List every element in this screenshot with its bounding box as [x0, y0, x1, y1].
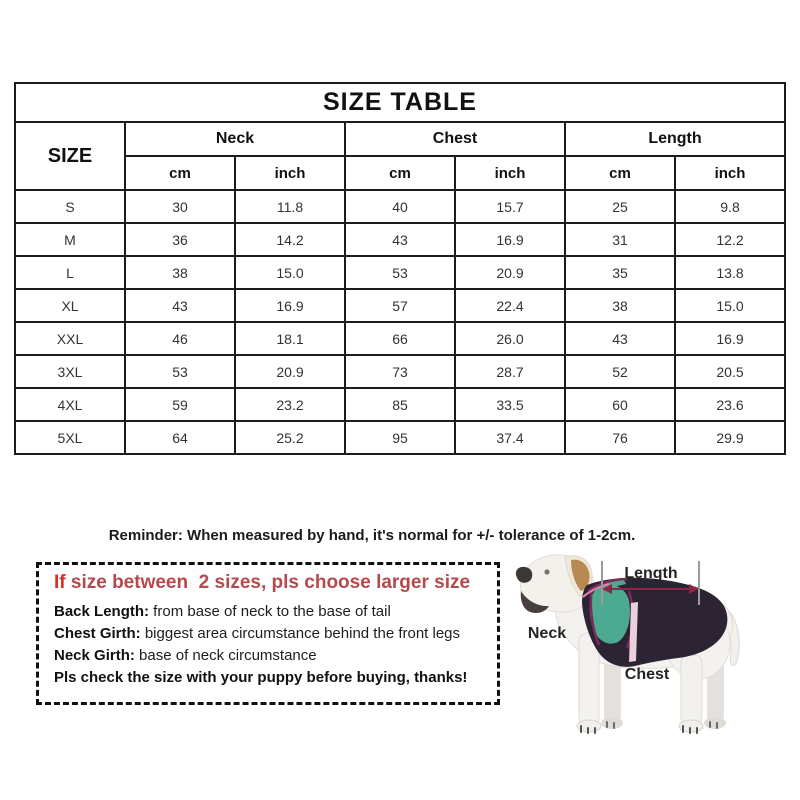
value-cell: 18.1: [235, 322, 345, 355]
value-cell: 60: [565, 388, 675, 421]
value-cell: 31: [565, 223, 675, 256]
value-cell: 46: [125, 322, 235, 355]
col-header-chest: Chest: [345, 122, 565, 156]
value-cell: 15.0: [675, 289, 785, 322]
reminder-text: Reminder: When measured by hand, it's normal for +/- tolerance of 1-2cm.: [108, 527, 636, 544]
value-cell: 35: [565, 256, 675, 289]
value-cell: 14.2: [235, 223, 345, 256]
dog-measurement-diagram: [495, 545, 800, 745]
value-cell: 36: [125, 223, 235, 256]
value-cell: 37.4: [455, 421, 565, 454]
value-cell: 20.9: [235, 355, 345, 388]
note-heading: [54, 572, 491, 594]
chest-label: Chest: [624, 666, 670, 683]
value-cell: 26.0: [455, 322, 565, 355]
unit-length-cm: cm: [565, 156, 675, 190]
table-row: [15, 256, 785, 289]
value-cell: 30: [125, 190, 235, 223]
dog-far-hind-paw: [704, 717, 726, 729]
value-cell: 16.9: [235, 289, 345, 322]
value-cell: 64: [125, 421, 235, 454]
value-cell: 66: [345, 322, 455, 355]
unit-chest-cm: cm: [345, 156, 455, 190]
value-cell: 20.9: [455, 256, 565, 289]
length-label: Length: [624, 565, 678, 582]
size-cell: S: [15, 190, 125, 223]
value-cell: 23.6: [675, 388, 785, 421]
table-row: [15, 322, 785, 355]
value-cell: 95: [345, 421, 455, 454]
table-row: [15, 289, 785, 322]
value-cell: 38: [125, 256, 235, 289]
size-cell: 4XL: [15, 388, 125, 421]
value-cell: 20.5: [675, 355, 785, 388]
value-cell: 40: [345, 190, 455, 223]
value-cell: 43: [565, 322, 675, 355]
table-row: [15, 388, 785, 421]
group-header-row: [15, 122, 785, 156]
size-cell: 5XL: [15, 421, 125, 454]
col-header-size: SIZE: [15, 122, 125, 190]
size-cell: XL: [15, 289, 125, 322]
value-cell: 43: [345, 223, 455, 256]
col-header-neck: Neck: [125, 122, 345, 156]
dog-eye: [544, 569, 549, 574]
value-cell: 9.8: [675, 190, 785, 223]
note-line-neck-girth: Neck Girth: base of neck circumstance: [54, 647, 317, 664]
dog-hind-leg: [681, 655, 702, 725]
table-row: [15, 355, 785, 388]
size-cell: L: [15, 256, 125, 289]
value-cell: 12.2: [675, 223, 785, 256]
value-cell: 16.9: [455, 223, 565, 256]
size-cell: M: [15, 223, 125, 256]
value-cell: 15.0: [235, 256, 345, 289]
value-cell: 33.5: [455, 388, 565, 421]
value-cell: 73: [345, 355, 455, 388]
size-cell: 3XL: [15, 355, 125, 388]
value-cell: 38: [565, 289, 675, 322]
unit-chest-inch: inch: [455, 156, 565, 190]
value-cell: 25: [565, 190, 675, 223]
value-cell: 11.8: [235, 190, 345, 223]
size-table-body: [15, 190, 785, 454]
note-line-back-length: Back Length: from base of neck to the base of tail: [54, 603, 391, 620]
note-line-check-size: Pls check the size with your puppy before buying, thanks!: [54, 669, 468, 686]
unit-length-inch: inch: [675, 156, 785, 190]
value-cell: 29.9: [675, 421, 785, 454]
table-row: [15, 190, 785, 223]
note-heading-rest: size between 2 sizes, pls choose larger size: [65, 572, 471, 593]
note-heading-first-word: If: [54, 572, 66, 593]
unit-neck-cm: cm: [125, 156, 235, 190]
size-table: [14, 82, 786, 455]
value-cell: 57: [345, 289, 455, 322]
note-box: [36, 562, 500, 705]
table-row: [15, 223, 785, 256]
value-cell: 22.4: [455, 289, 565, 322]
value-cell: 13.8: [675, 256, 785, 289]
unit-header-row: [15, 156, 785, 190]
dog-far-front-paw: [601, 717, 623, 729]
value-cell: 53: [345, 256, 455, 289]
size-cell: XXL: [15, 322, 125, 355]
col-header-length: Length: [565, 122, 785, 156]
value-cell: 15.7: [455, 190, 565, 223]
neck-label: Neck: [527, 625, 567, 642]
value-cell: 28.7: [455, 355, 565, 388]
value-cell: 25.2: [235, 421, 345, 454]
value-cell: 43: [125, 289, 235, 322]
value-cell: 52: [565, 355, 675, 388]
value-cell: 53: [125, 355, 235, 388]
dog-nose: [516, 567, 532, 583]
table-row: [15, 421, 785, 454]
page-title: SIZE TABLE: [15, 83, 785, 122]
value-cell: 85: [345, 388, 455, 421]
value-cell: 16.9: [675, 322, 785, 355]
note-line-chest-girth: Chest Girth: biggest area circumstance behind the front legs: [54, 625, 461, 642]
title-row: [15, 83, 785, 122]
value-cell: 23.2: [235, 388, 345, 421]
value-cell: 59: [125, 388, 235, 421]
value-cell: 76: [565, 421, 675, 454]
unit-neck-inch: inch: [235, 156, 345, 190]
